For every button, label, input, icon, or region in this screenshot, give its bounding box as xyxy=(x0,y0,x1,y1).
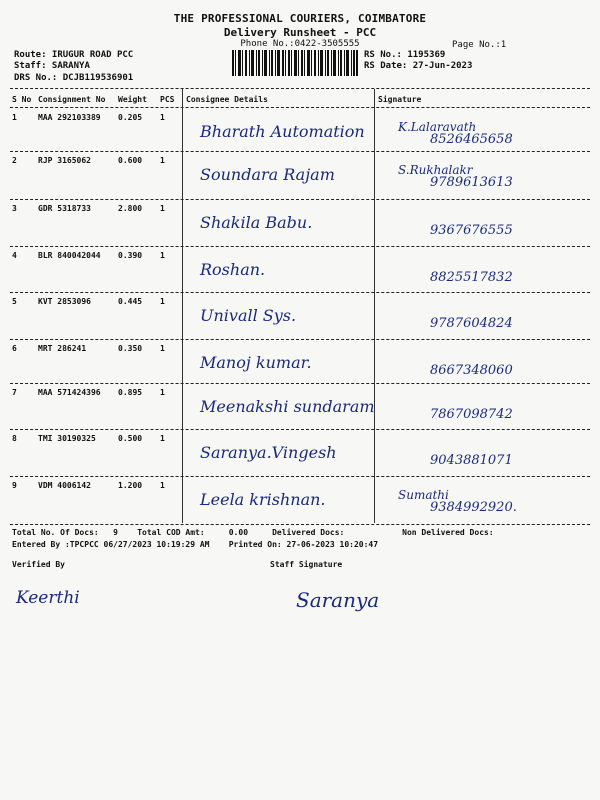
row-signature-phone: 9787604824 xyxy=(430,316,513,331)
row-signature-name: K.Lalaravath xyxy=(398,120,477,134)
totals-line: Total No. Of Docs: 9 Total COD Amt: 0.00 Delivered Docs: Non Delivered Docs: xyxy=(12,528,494,537)
row-consignment-no: MAA 571424396 xyxy=(38,388,101,397)
row-signature-phone: 8667348060 xyxy=(430,363,513,378)
divider xyxy=(10,524,590,525)
row-pcs: 1 xyxy=(160,297,165,306)
row-weight: 0.350 xyxy=(118,344,143,353)
row-sno: 9 xyxy=(12,481,17,490)
row-pcs: 1 xyxy=(160,251,165,260)
row-pcs: 1 xyxy=(160,434,165,443)
row-divider xyxy=(10,199,590,200)
route: Route: IRUGUR ROAD PCC xyxy=(14,50,134,60)
rs-date: RS Date: 27-Jun-2023 xyxy=(364,61,473,71)
row-consignment-no: GDR 5318733 xyxy=(38,204,91,213)
row-consignment-no: RJP 3165062 xyxy=(38,156,91,165)
row-consignee: Soundara Rajam xyxy=(200,165,335,184)
row-divider xyxy=(10,292,590,293)
row-sno: 8 xyxy=(12,434,17,443)
row-consignment-no: TMI 30190325 xyxy=(38,434,96,443)
row-consignment-no: MAA 292103389 xyxy=(38,113,101,122)
row-consignee: Bharath Automation xyxy=(200,122,365,141)
row-sno: 2 xyxy=(12,156,17,165)
staff-signature: Saranya xyxy=(296,588,380,612)
col-pcs: PCS xyxy=(160,95,175,104)
row-sno: 1 xyxy=(12,113,17,122)
col-weight: Weight xyxy=(118,95,147,104)
row-divider xyxy=(10,246,590,247)
entered-line: Entered By :TPCPCC 06/27/2023 10:19:29 AM Printed On: 27-06-2023 10:20:47 xyxy=(12,540,379,549)
drs-number: DRS No.: DCJB119536901 xyxy=(14,73,134,83)
row-pcs: 1 xyxy=(160,388,165,397)
row-signature-phone: 9384992920. xyxy=(430,500,517,515)
row-signature-phone: 8526465658 xyxy=(430,132,513,147)
row-signature-name: S.Rukhalakr xyxy=(398,163,473,177)
row-pcs: 1 xyxy=(160,156,165,165)
row-consignment-no: VDM 4006142 xyxy=(38,481,91,490)
divider xyxy=(10,88,590,89)
row-divider xyxy=(10,383,590,384)
row-sno: 7 xyxy=(12,388,17,397)
row-weight: 0.600 xyxy=(118,156,143,165)
verified-label: Verified By xyxy=(12,560,65,569)
col-signature: Signature xyxy=(378,95,422,104)
staff-signature-label: Staff Signature xyxy=(270,560,343,569)
row-pcs: 1 xyxy=(160,344,165,353)
row-weight: 0.205 xyxy=(118,113,143,122)
row-divider xyxy=(10,476,590,477)
row-sno: 3 xyxy=(12,204,17,213)
row-signature-name: Sumathi xyxy=(398,488,449,502)
rs-number: RS No.: 1195369 xyxy=(364,50,446,60)
row-sno: 5 xyxy=(12,297,17,306)
column-rule xyxy=(182,89,183,523)
row-consignee: Saranya.Vingesh xyxy=(200,443,337,462)
row-weight: 0.390 xyxy=(118,251,143,260)
document-title: Delivery Runsheet - PCC xyxy=(223,26,377,39)
row-weight: 1.200 xyxy=(118,481,143,490)
row-divider xyxy=(10,429,590,430)
column-rule xyxy=(374,89,375,523)
row-consignee: Shakila Babu. xyxy=(200,213,313,232)
col-sno: S No xyxy=(12,95,32,104)
row-weight: 2.800 xyxy=(118,204,143,213)
divider xyxy=(10,107,590,108)
row-weight: 0.895 xyxy=(118,388,143,397)
company-name: THE PROFESSIONAL COURIERS, COIMBATORE xyxy=(173,12,427,25)
col-consignee: Consignee Details xyxy=(186,95,268,104)
col-consignment: Consignment No xyxy=(38,95,106,104)
row-pcs: 1 xyxy=(160,113,165,122)
barcode xyxy=(232,50,358,76)
row-divider xyxy=(10,151,590,152)
row-pcs: 1 xyxy=(160,204,165,213)
row-signature-phone: 9367676555 xyxy=(430,223,513,238)
row-sno: 6 xyxy=(12,344,17,353)
row-divider xyxy=(10,339,590,340)
row-consignee: Leela krishnan. xyxy=(200,490,326,509)
row-signature-phone: 7867098742 xyxy=(430,407,513,422)
verified-signature: Keerthi xyxy=(16,588,80,608)
row-consignee: Manoj kumar. xyxy=(200,353,312,372)
row-consignment-no: BLR 840042044 xyxy=(38,251,101,260)
staff: Staff: SARANYA xyxy=(14,61,90,71)
row-signature-phone: 8825517832 xyxy=(430,270,513,285)
row-pcs: 1 xyxy=(160,481,165,490)
page-number: Page No.:1 xyxy=(452,40,507,50)
row-consignee: Meenakshi sundaram xyxy=(200,397,375,416)
row-signature-phone: 9043881071 xyxy=(430,453,513,468)
row-sno: 4 xyxy=(12,251,17,260)
row-consignee: Univall Sys. xyxy=(200,306,297,325)
row-consignment-no: MRT 286241 xyxy=(38,344,87,353)
row-consignment-no: KVT 2853096 xyxy=(38,297,91,306)
phone-number: Phone No.:0422-3505555 xyxy=(240,39,360,49)
row-weight: 0.500 xyxy=(118,434,143,443)
row-consignee: Roshan. xyxy=(200,260,266,279)
row-weight: 0.445 xyxy=(118,297,143,306)
row-signature-phone: 9789613613 xyxy=(430,175,513,190)
